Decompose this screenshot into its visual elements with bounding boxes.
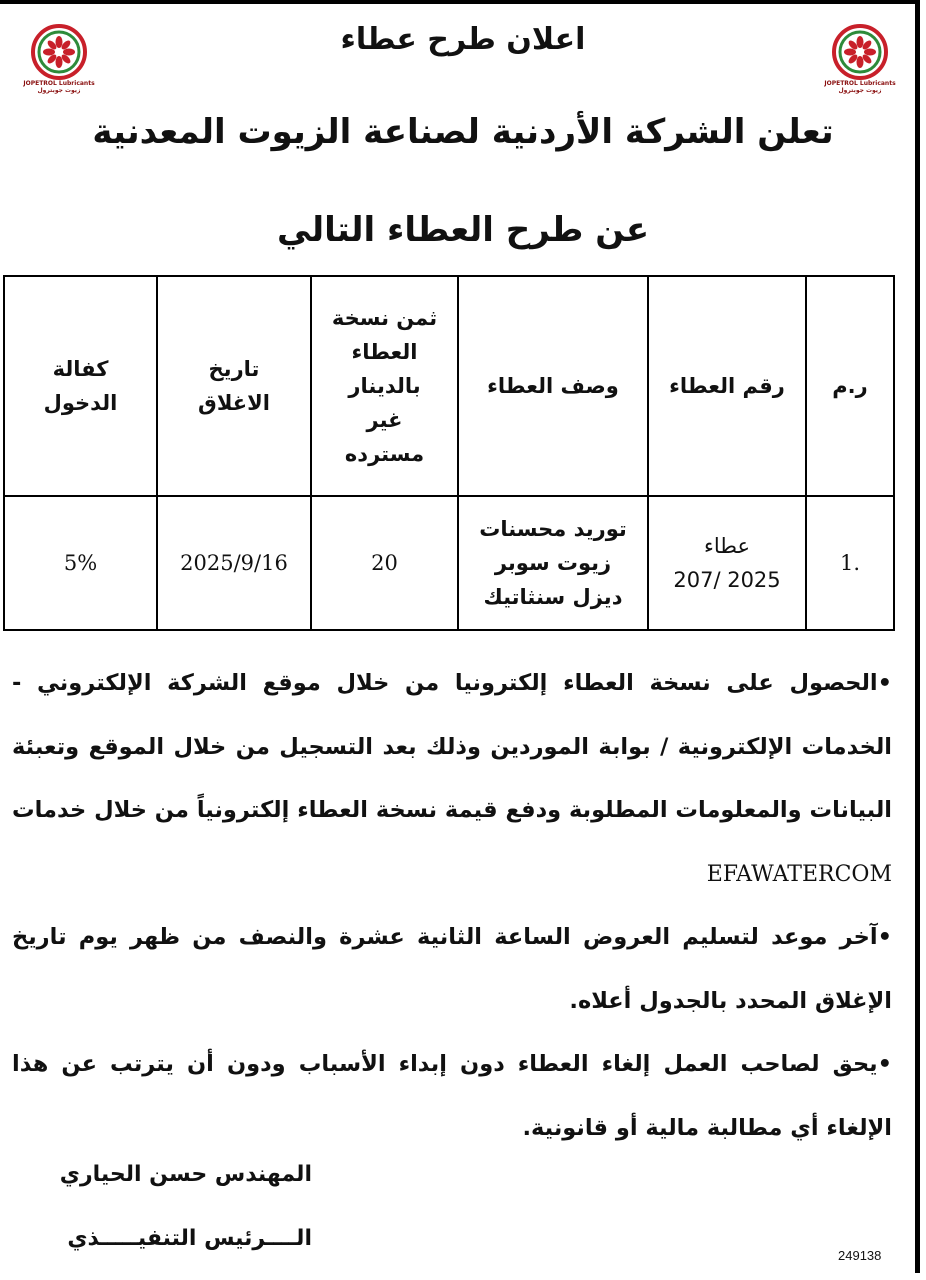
header-line: ثمن نسخة <box>331 306 438 330</box>
header-tender-number: رقم العطاء <box>648 276 806 496</box>
logo-caption-en: JOPETROL Lubricants <box>23 80 95 87</box>
signatory-name: المهندس حسن الحياري <box>59 1162 312 1187</box>
tender-word: عطاء <box>703 534 751 558</box>
header-line: مسترده <box>344 442 425 466</box>
cell-bond: 5% <box>4 496 157 630</box>
description-line: توريد محسنات <box>479 517 627 541</box>
header-bond <box>4 276 157 496</box>
reference-number: 249138 <box>838 1248 882 1263</box>
paragraph-text: •الحصول على نسخة العطاء إلكترونيا من خلال موقع الشركة الإلكتروني - الخدمات الإلكترونية / بوابة الموردين وذلك بعد التسجيل من خلال الموقع وتعبئة البيانات والمعلومات المطلوبة ودفع قيمة نسخة العطاء إلكترونياً من خلال خدمات <box>12 670 892 823</box>
cell-description <box>458 496 648 630</box>
cell-tender-number <box>648 496 806 630</box>
tender-table <box>3 275 895 631</box>
paragraph-cancellation: •يحق لصاحب العمل إلغاء العطاء دون إبداء الأسباب ودون أن يترتب عن هذا الإلغاء أي مطالبة مالية أو قانونية. <box>12 1051 892 1141</box>
tender-code: 2025 /207 <box>673 568 781 592</box>
efawatercom-text: EFAWATERCOM <box>706 861 892 887</box>
header-closing-date <box>157 276 311 496</box>
jopetrol-logo-icon <box>29 24 89 80</box>
header-copy-price <box>311 276 458 496</box>
header-line: كفالة <box>52 357 109 381</box>
table-row <box>4 496 894 630</box>
header-line: غير <box>366 408 403 432</box>
logo-caption-ar: زيوت جوبترول <box>838 87 882 94</box>
announcement-title: اعلان طرح عطاء <box>340 22 586 57</box>
description-line: زيوت سوبر <box>494 551 612 575</box>
table-header-row <box>4 276 894 496</box>
header-line: الاغلاق <box>198 391 270 415</box>
header-line: بالدينار <box>348 374 421 398</box>
company-logo-right <box>823 24 897 94</box>
company-logo-left <box>22 24 96 94</box>
cell-closing-date: 2025/9/16 <box>157 496 311 630</box>
announcement-subtitle-tender: عن طرح العطاء التالي <box>276 210 650 250</box>
header-line: تاريخ <box>208 357 260 381</box>
description-line: ديزل سنثاتيك <box>483 585 623 609</box>
announcement-body <box>12 652 892 1160</box>
header-serial: ر.م <box>806 276 894 496</box>
signatory-title: الــــرئيس التنفيـــــذي <box>67 1226 312 1251</box>
header-line: الدخول <box>43 391 118 415</box>
jopetrol-logo-icon <box>830 24 890 80</box>
logo-caption-ar: زيوت جوبترول <box>37 87 81 94</box>
header-line: العطاء <box>351 340 418 364</box>
cell-serial: .1 <box>806 496 894 630</box>
header-description: وصف العطاء <box>458 276 648 496</box>
paragraph-deadline: •آخر موعد لتسليم العروض الساعة الثانية عشرة والنصف من ظهر يوم تاريخ الإغلاق المحدد بالجدول أعلاه. <box>12 924 892 1014</box>
paragraph-obtain-copy <box>12 652 892 906</box>
announcement-subtitle-company: تعلن الشركة الأردنية لصناعة الزيوت المعدنية <box>92 112 834 152</box>
logo-caption-en: JOPETROL Lubricants <box>824 80 896 87</box>
cell-copy-price: 20 <box>311 496 458 630</box>
